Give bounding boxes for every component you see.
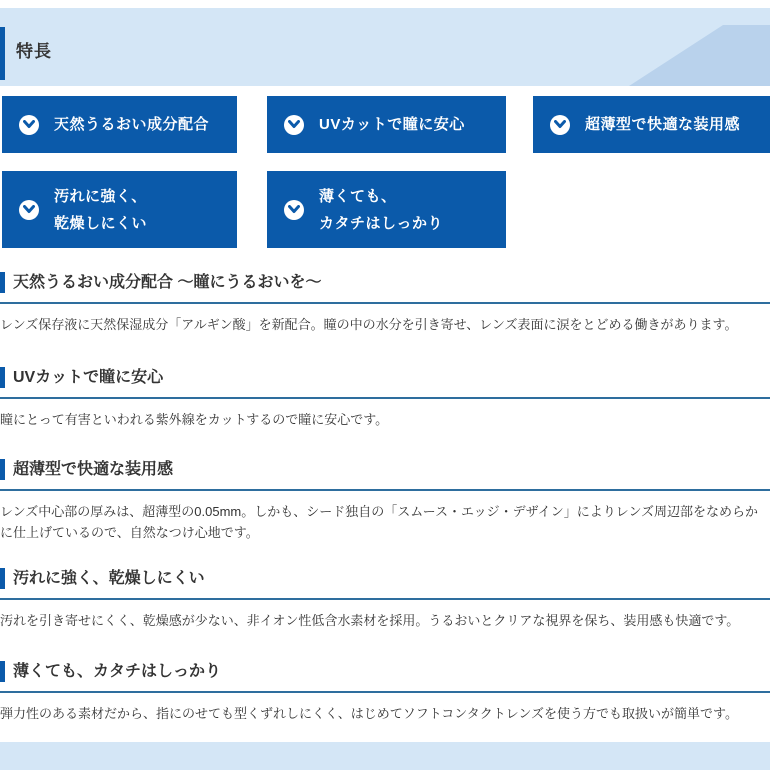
section-heading	[0, 367, 770, 388]
section-heading	[0, 661, 770, 682]
diagonal-decoration	[629, 25, 770, 86]
section-paragraph: 弾力性のある素材だから、指にのせても型くずれしにくく、はじめてソフトコンタクトレンズを使う方でも取扱いが簡単です。	[0, 706, 738, 721]
heading-accent-bar	[0, 367, 5, 388]
section-paragraph: 汚れを引き寄せにくく、乾燥感が少ない、非イオン性低含水素材を採用。うるおいとクリアな視界を保ち、装用感も快適です。	[0, 613, 740, 628]
chevron-down-circle-icon	[284, 200, 304, 220]
chevron-down-circle-icon	[284, 115, 304, 135]
feature-button-ultra-thin[interactable]	[533, 96, 770, 153]
section-paragraph: 瞳にとって有害といわれる紫外線をカットするので瞳に安心です。	[0, 412, 389, 427]
section-divider	[0, 598, 770, 600]
page-title: 特長	[16, 42, 52, 61]
section-heading-text: 超薄型で快適な装用感	[13, 461, 174, 478]
section-heading-text: 天然うるおい成分配合 ～瞳にうるおいを～	[13, 274, 322, 291]
feature-button-label-line1: 汚れに強く、	[54, 187, 147, 205]
chevron-down-circle-icon	[550, 115, 570, 135]
heading-accent-bar	[0, 568, 5, 589]
section-shape-retention	[0, 661, 770, 721]
section-natural-moisture	[0, 272, 770, 332]
feature-button-label-line2: カタチはしっかり	[319, 214, 444, 232]
section-heading-text: 薄くても、カタチはしっかり	[13, 663, 222, 680]
heading-accent-bar	[0, 272, 5, 293]
feature-button-stain-resistant[interactable]	[2, 171, 237, 248]
section-divider	[0, 489, 770, 491]
section-heading	[0, 568, 770, 589]
section-heading-text: 汚れに強く、乾燥しにくい	[13, 570, 205, 587]
title-accent-bar	[0, 27, 5, 80]
footer-band	[0, 742, 770, 770]
feature-button-label: 超薄型で快適な装用感	[585, 116, 741, 133]
section-divider	[0, 397, 770, 399]
feature-button-label: 天然うるおい成分配合	[54, 116, 210, 133]
section-divider	[0, 691, 770, 693]
heading-accent-bar	[0, 661, 5, 682]
section-uv-cut	[0, 367, 770, 427]
section-divider	[0, 302, 770, 304]
section-ultra-thin	[0, 459, 770, 540]
section-paragraph: レンズ保存液に天然保湿成分「アルギン酸」を新配合。瞳の中の水分を引き寄せ、レンズ表面に涙をとどめる働きがあります。	[0, 317, 738, 332]
feature-button-uv-cut[interactable]	[267, 96, 506, 153]
heading-accent-bar	[0, 459, 5, 480]
feature-button-label-line1: 薄くても、	[319, 187, 397, 205]
section-heading	[0, 459, 770, 480]
chevron-down-circle-icon	[19, 200, 39, 220]
section-heading	[0, 272, 770, 293]
chevron-down-circle-icon	[19, 115, 39, 135]
page-header-band	[0, 8, 770, 86]
feature-button-label-line2: 乾燥しにくい	[54, 214, 148, 232]
feature-button-label: UVカットで瞳に安心	[319, 116, 465, 133]
feature-button-natural-moisture[interactable]	[2, 96, 237, 153]
section-paragraph: レンズ中心部の厚みは、超薄型の0.05mm。しかも、シード独自の「スムース・エッジ・デザイン」によりレンズ周辺部をなめらかに仕上げているので、自然なつけ心地です。	[0, 504, 759, 540]
feature-button-shape-retention[interactable]	[267, 171, 506, 248]
section-heading-text: UVカットで瞳に安心	[13, 369, 164, 386]
section-stain-resistant	[0, 568, 770, 628]
